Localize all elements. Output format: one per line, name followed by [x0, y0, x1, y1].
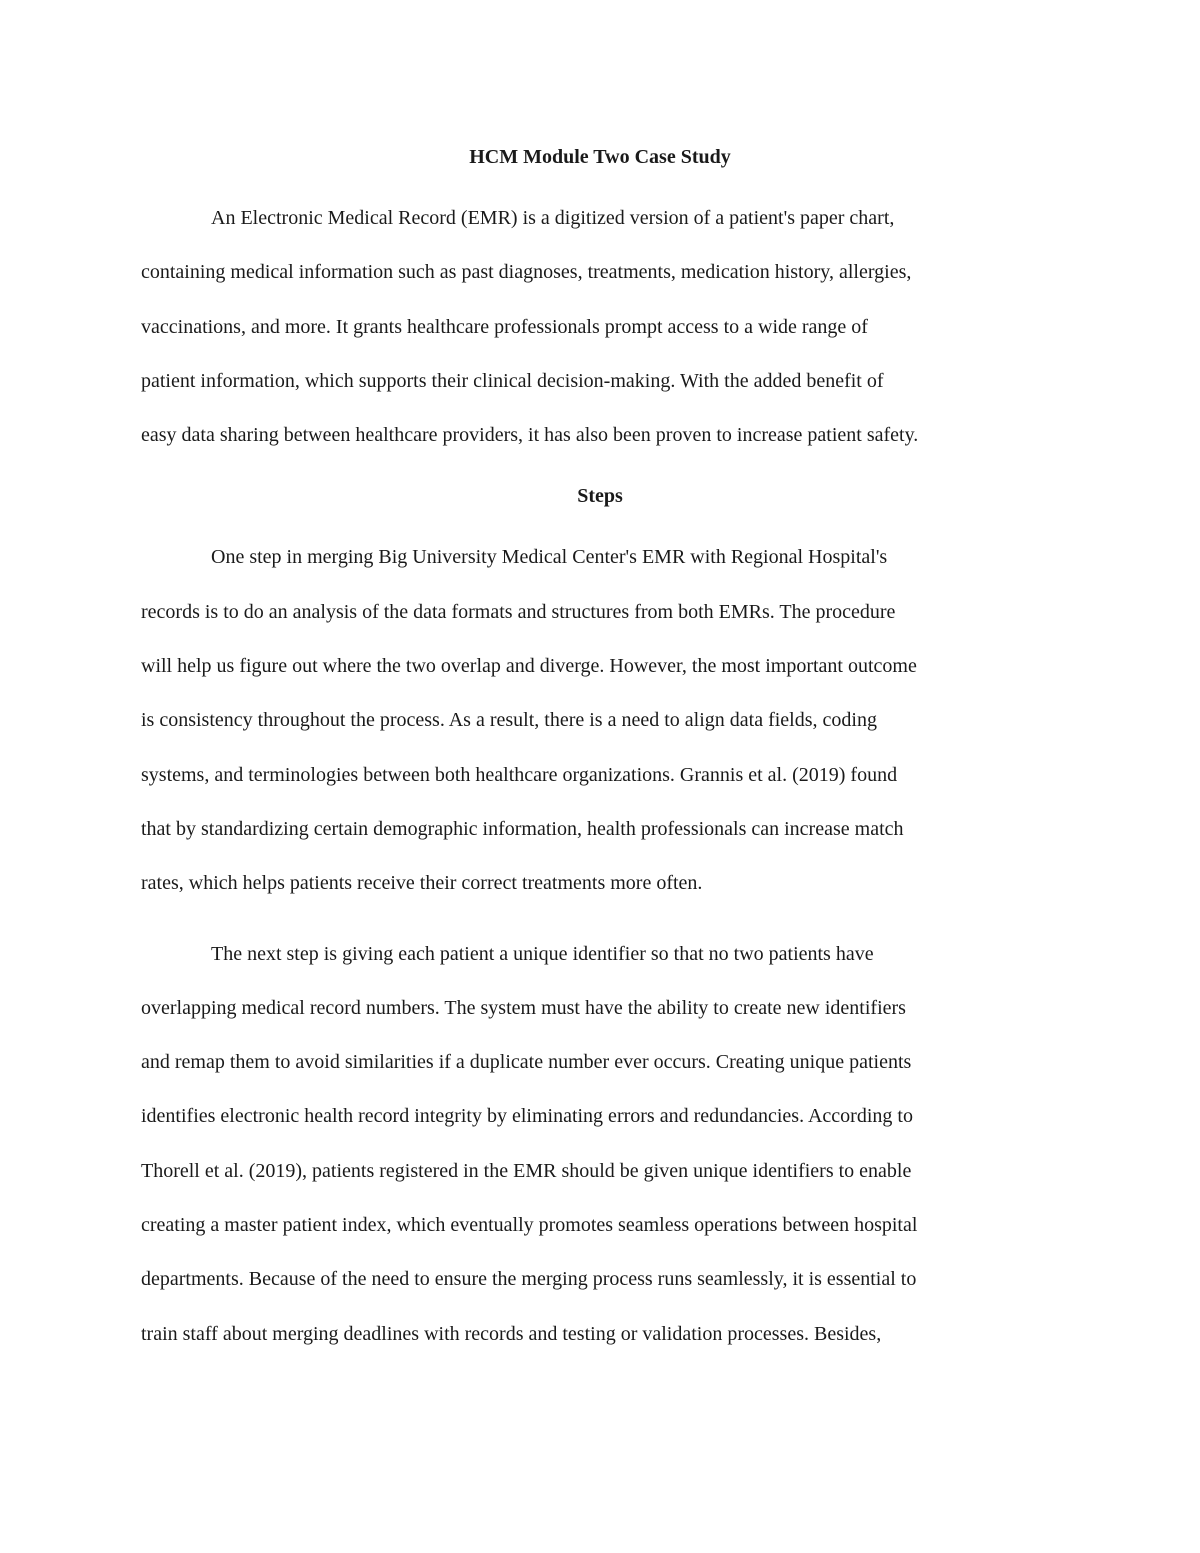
paragraph-line: records is to do an analysis of the data formats and structures from both EMRs. The procedure [141, 600, 896, 623]
paragraph-line: Thorell et al. (2019), patients registered in the EMR should be given unique identifiers to enable [141, 1159, 912, 1182]
paragraph-line: will help us figure out where the two overlap and diverge. However, the most important outcome [141, 655, 917, 678]
intro-paragraph [141, 191, 1059, 462]
paragraph-line: rates, which helps patients receive their correct treatments more often. [141, 872, 703, 895]
paragraph-line: containing medical information such as past diagnoses, treatments, medication history, allergies, [141, 261, 912, 284]
paragraph-line: identifies electronic health record integrity by eliminating errors and redundancies. According to [141, 1105, 913, 1128]
paragraph-line: train staff about merging deadlines with records and testing or validation processes. Besides, [141, 1322, 882, 1345]
paragraph-line: overlapping medical record numbers. The system must have the ability to create new identifiers [141, 996, 906, 1019]
paragraph-line: One step in merging Big University Medical Center's EMR with Regional Hospital's [211, 546, 888, 569]
paragraph-line: creating a master patient index, which eventually promotes seamless operations between hospital [141, 1214, 918, 1237]
document-title: HCM Module Two Case Study [469, 146, 731, 168]
paragraph-line: that by standardizing certain demographic information, health professionals can increase match [141, 817, 904, 840]
paragraph-line: easy data sharing between healthcare providers, it has also been proven to increase patient safety. [141, 424, 919, 447]
paragraph-line: patient information, which supports their clinical decision-making. With the added benefit of [141, 369, 884, 392]
section-heading-steps: Steps [577, 485, 623, 508]
document-body [141, 137, 1059, 1361]
paragraph-line: systems, and terminologies between both healthcare organizations. Grannis et al. (2019) found [141, 763, 898, 786]
paragraph-line: The next step is giving each patient a unique identifier so that no two patients have [211, 942, 874, 965]
paragraph-line: An Electronic Medical Record (EMR) is a digitized version of a patient's paper chart, [211, 207, 895, 229]
paragraph-line: is consistency throughout the process. As a result, there is a need to align data fields, coding [141, 709, 877, 732]
steps-paragraph-1 [141, 530, 1059, 910]
paragraph-line: and remap them to avoid similarities if a duplicate number ever occurs. Creating unique patients [141, 1051, 912, 1074]
paragraph-line: vaccinations, and more. It grants healthcare professionals prompt access to a wide range of [141, 315, 868, 338]
paragraph-line: departments. Because of the need to ensure the merging process runs seamlessly, it is essential to [141, 1268, 917, 1291]
steps-paragraph-2 [141, 927, 1059, 1361]
